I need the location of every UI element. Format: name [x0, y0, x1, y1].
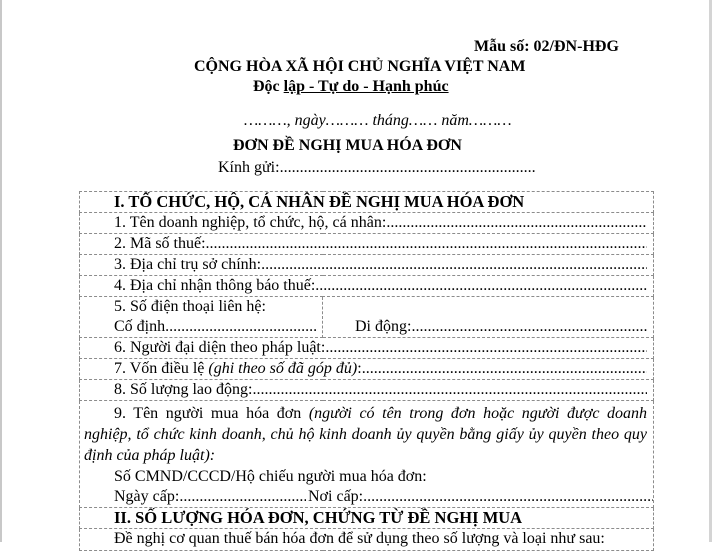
field-head-office-address[interactable] [80, 255, 654, 276]
buyer-label: 9. Tên người mua hóa đơn [114, 405, 309, 422]
section1-heading: I. TỔ CHỨC, HỘ, CÁ NHÂN ĐỀ NGHỊ MUA HÓA ĐƠN [80, 192, 654, 213]
field-invoice-buyer[interactable] [80, 401, 654, 508]
recipient-dots: ................................................................ [279, 159, 536, 176]
recipient-label: Kính gửi: [218, 159, 280, 176]
fill-line [206, 234, 647, 254]
request-form-table [79, 191, 654, 551]
field-label: 2. Mã số thuế: [114, 235, 206, 252]
mobile-phone-label: Di động: [355, 318, 412, 335]
form-code: Mẫu số: 02/ĐN-HĐG [474, 38, 619, 55]
field-label: 8. Số lượng lao động: [114, 381, 253, 398]
page-edge-left [0, 0, 2, 542]
recipient-line[interactable] [218, 159, 536, 177]
fill-line [325, 338, 647, 358]
fixed-phone-label: Cố định [114, 318, 166, 335]
issue-place-label: Nơi cấp: [308, 488, 364, 505]
fill-line [315, 276, 647, 296]
field-label [114, 359, 362, 379]
capital-label: 7. Vốn điều lệ [114, 360, 209, 377]
motto-underlined: lập - Tự do - Hạnh phúc [283, 78, 449, 95]
issue-date-label: Ngày cấp: [114, 488, 180, 505]
field-label: 6. Người đại diện theo pháp luật: [114, 339, 326, 356]
motto [253, 78, 449, 96]
fill-line [165, 317, 316, 337]
nation-title: CỘNG HÒA XÃ HỘI CHỦ NGHĨA VIỆT NAM [194, 58, 526, 75]
fill-line [386, 213, 647, 233]
field-tax-notice-address[interactable] [80, 276, 654, 297]
motto-prefix: Độc [253, 78, 284, 95]
buyer-description [84, 401, 647, 466]
buyer-note: (người có tên trong đơn hoặc người được doanh nghiệp, tổ chức kinh doanh, chủ hộ kinh doanh ủy quyền bằng giấy ủy quyền theo quy định của pháp luật): [84, 405, 648, 464]
field-label: 1. Tên doanh nghiệp, tổ chức, hộ, cá nhân: [114, 214, 387, 231]
field-employee-count[interactable] [80, 380, 654, 401]
field-phone-fixed[interactable] [80, 297, 323, 338]
buyer-id-label: Số CMND/CCCD/Hộ chiếu người mua hóa đơn: [114, 468, 427, 485]
fill-line [363, 487, 653, 507]
document-title: ĐƠN ĐỀ NGHỊ MUA HÓA ĐƠN [233, 137, 462, 154]
fill-line [179, 487, 306, 507]
field-company-name[interactable] [80, 213, 654, 234]
phone-label: 5. Số điện thoại liên hệ: [114, 298, 266, 315]
field-tax-code[interactable] [80, 234, 654, 255]
field-label: 4. Địa chỉ nhận thông báo thuế: [114, 277, 316, 294]
capital-suffix: : [357, 360, 362, 377]
capital-note: (ghi theo số đã góp đủ) [208, 360, 358, 377]
fill-line [252, 380, 647, 400]
field-label: 3. Địa chỉ trụ sở chính: [114, 256, 262, 273]
fill-line [261, 255, 647, 275]
section2-heading: II. SỐ LƯỢNG HÓA ĐƠN, CHỨNG TỪ ĐỀ NGHỊ MUA [80, 508, 654, 529]
field-legal-representative[interactable] [80, 338, 654, 359]
issue-row [84, 487, 647, 507]
fill-line [411, 317, 647, 337]
section2-intro: Đề nghị cơ quan thuế bán hóa đơn để sử dụng theo số lượng và loại như sau: [80, 529, 654, 551]
fill-line [362, 359, 647, 379]
dateline: ………, ngày……… tháng…… năm……… [244, 112, 512, 129]
field-phone-mobile[interactable] [323, 297, 654, 338]
field-charter-capital[interactable] [80, 359, 654, 380]
